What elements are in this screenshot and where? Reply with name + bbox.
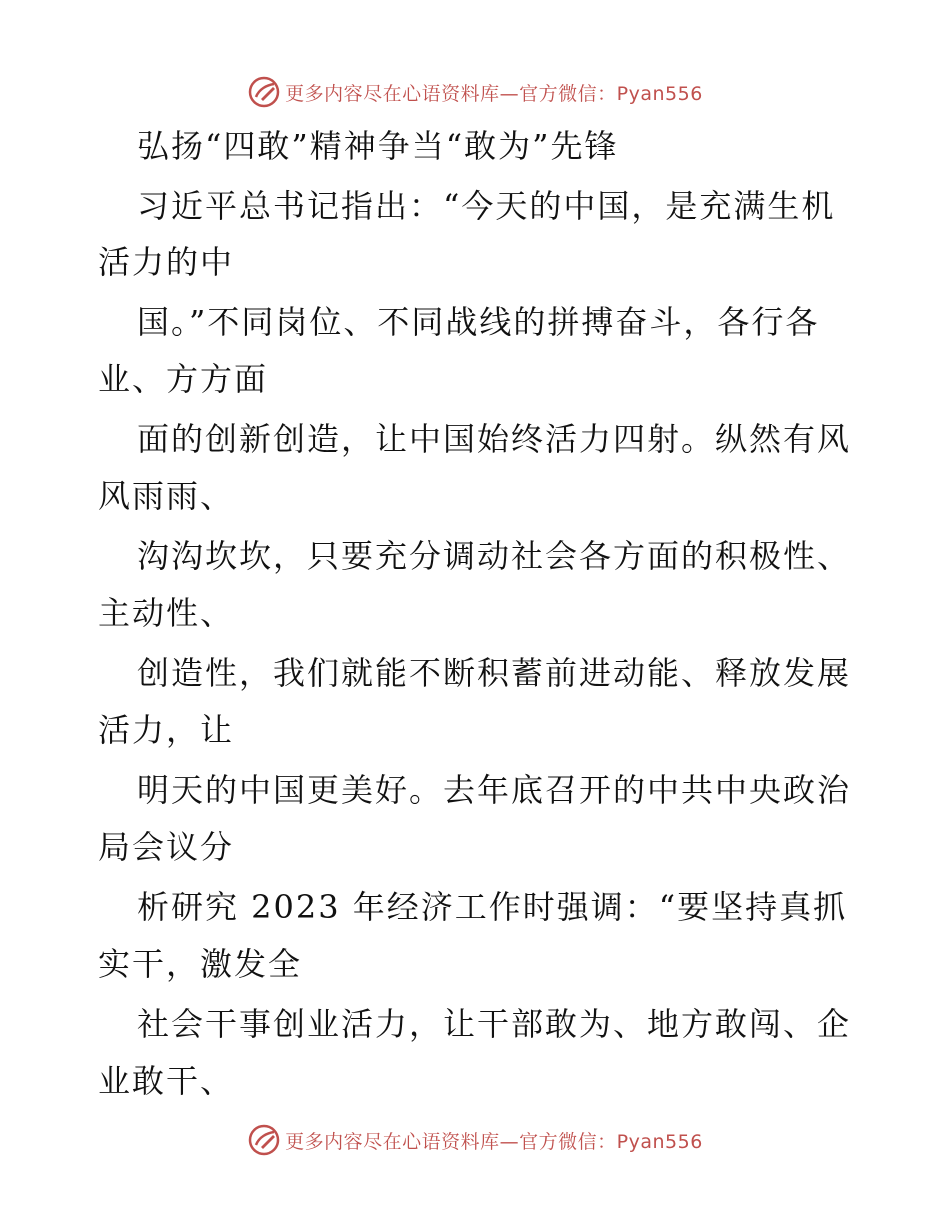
text-line: 局会议分: [98, 828, 235, 866]
text-line: 活力的中: [98, 243, 235, 281]
text-line: 明天的中国更美好。去年底召开的中共中央政治: [137, 771, 852, 809]
text-line: 社会干事创业活力，让干部敢为、地方敢闯、企: [137, 1005, 852, 1043]
text-line: 主动性、: [98, 594, 235, 632]
text-line: 活力，让: [98, 711, 235, 749]
footer-watermark-banner: [0, 1118, 950, 1162]
pen-logo-icon: [247, 75, 281, 109]
text-line: 面的创新创造，让中国始终活力四射。纵然有风: [137, 420, 852, 458]
header-watermark-banner: [0, 70, 950, 114]
header-banner-text: 更多内容尽在心语资料库—官方微信：Pyan556: [285, 82, 703, 105]
pen-logo-icon: [247, 1123, 281, 1157]
text-line: 习近平总书记指出：“今天的中国，是充满生机: [137, 187, 836, 225]
text-line: 国。”不同岗位、不同战线的拼搏奋斗，各行各: [137, 303, 820, 341]
text-line: 风雨雨、: [98, 477, 235, 515]
text-line: 实干，激发全: [98, 945, 303, 983]
text-line: 沟沟坎坎，只要充分调动社会各方面的积极性、: [137, 537, 852, 575]
text-line: 创造性，我们就能不断积蓄前进动能、释放发展: [137, 654, 852, 692]
text-line: 业、方方面: [98, 360, 269, 398]
document-title: 弘扬“四敢”精神争当“敢为”先锋: [137, 127, 619, 165]
text-line: 业敢干、: [98, 1062, 235, 1100]
text-line: 析研究 2023 年经济工作时强调：“要坚持真抓: [137, 888, 848, 926]
footer-banner-text: 更多内容尽在心语资料库—官方微信：Pyan556: [285, 1130, 703, 1153]
